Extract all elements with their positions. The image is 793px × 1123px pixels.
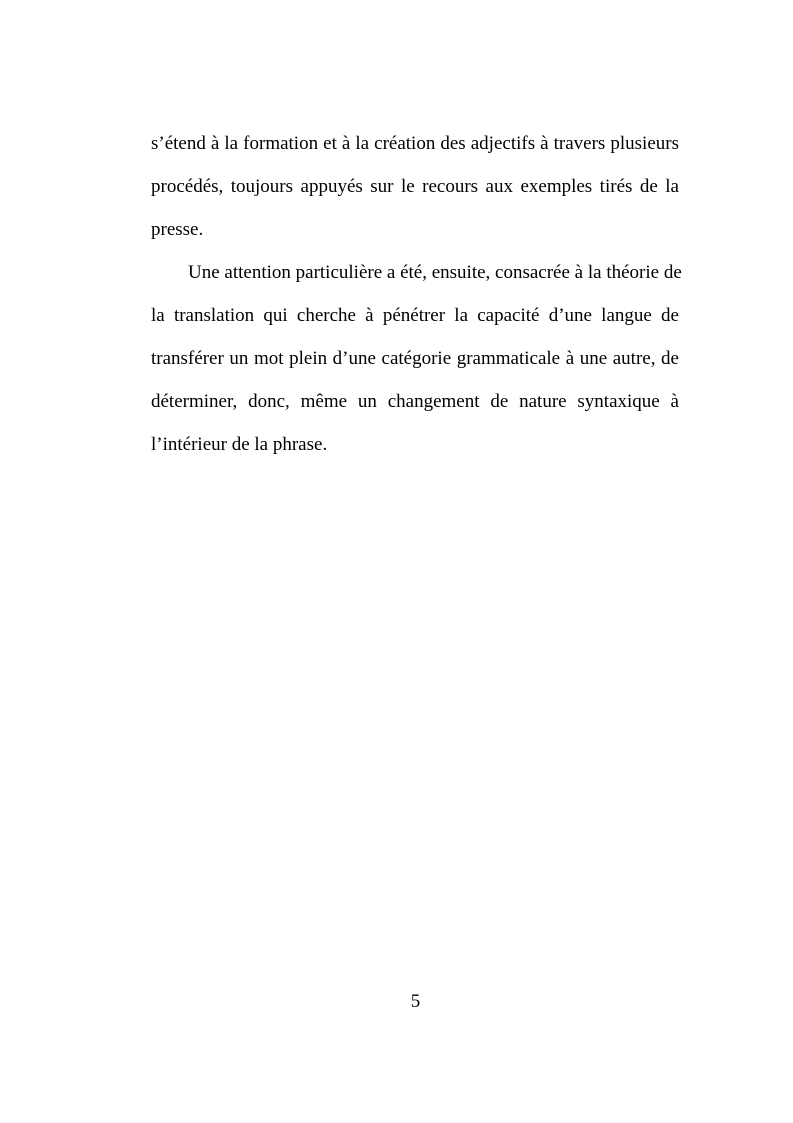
text-line: procédés, toujours appuyés sur le recours aux exemples tirés de la	[151, 176, 679, 197]
text-line: la translation qui cherche à pénétrer la capacité d’une langue de	[151, 305, 679, 326]
body-text	[151, 128, 682, 472]
text-line: s’étend à la formation et à la création des adjectifs à travers plusieurs	[151, 133, 679, 154]
text-line: l’intérieur de la phrase.	[151, 434, 328, 455]
text-line: déterminer, donc, même un changement de nature syntaxique à	[151, 391, 679, 412]
paragraph-2	[151, 257, 682, 472]
text-line: transférer un mot plein d’une catégorie grammaticale à une autre, de	[151, 348, 679, 369]
paragraph-1	[151, 128, 679, 257]
text-line: presse.	[151, 219, 204, 240]
page-number-text: 5	[410, 991, 421, 1012]
page-number	[0, 990, 793, 1014]
text-line: Une attention particulière a été, ensuite, consacrée à la théorie de	[188, 262, 682, 283]
